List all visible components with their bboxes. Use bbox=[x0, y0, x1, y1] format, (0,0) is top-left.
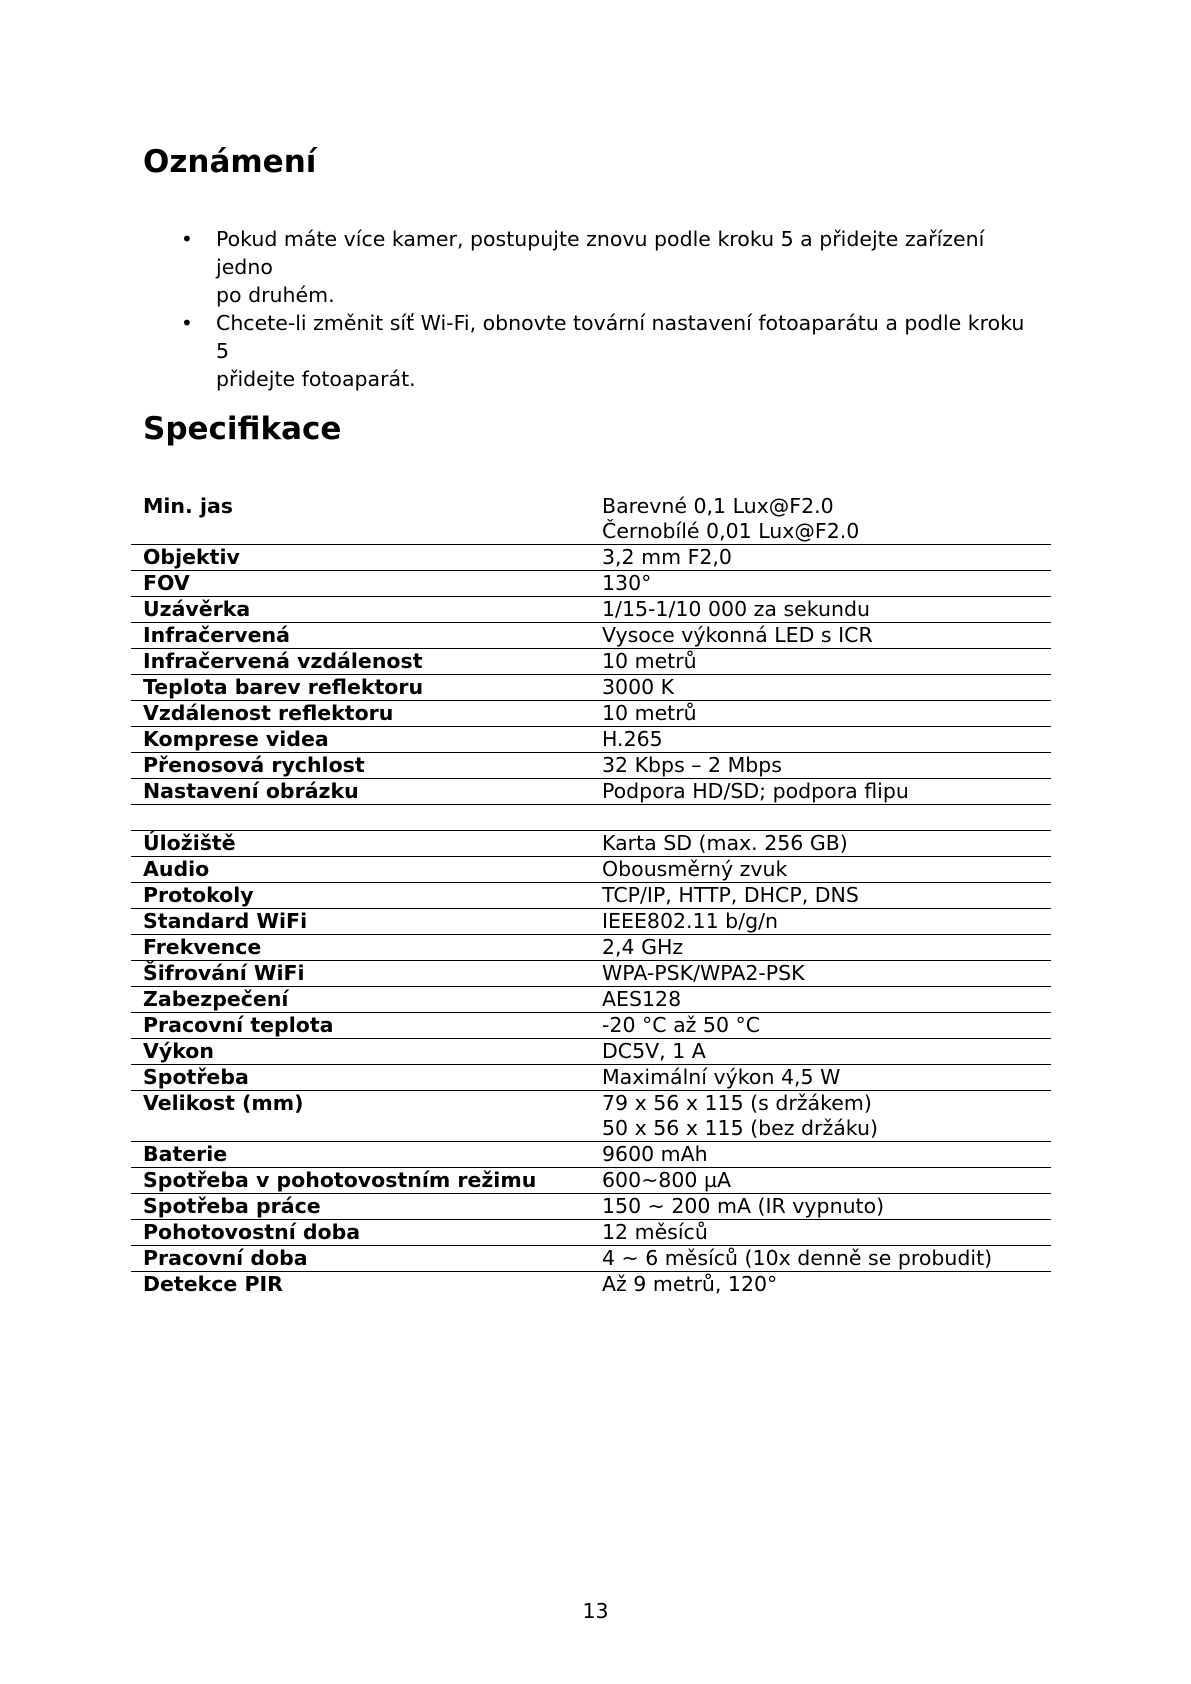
spec-row bbox=[131, 831, 1051, 857]
spec-value bbox=[590, 935, 1051, 961]
spec-value bbox=[590, 909, 1051, 935]
notice-bullet-line: po druhém. bbox=[216, 283, 335, 307]
spec-value bbox=[590, 1091, 1051, 1142]
spec-value bbox=[590, 1013, 1051, 1039]
spec-value bbox=[590, 1039, 1051, 1065]
spec-value bbox=[590, 494, 1051, 545]
spec-row bbox=[131, 649, 1051, 675]
spec-value bbox=[590, 1220, 1051, 1246]
spec-row bbox=[131, 1091, 1051, 1142]
spec-value bbox=[590, 545, 1051, 571]
spec-label: Protokoly bbox=[131, 883, 590, 909]
spec-value-line: 10 metrů bbox=[602, 701, 697, 725]
spec-value-line: 130° bbox=[602, 571, 652, 595]
notice-bullet-item bbox=[143, 309, 1043, 393]
spec-value bbox=[590, 571, 1051, 597]
spec-label: FOV bbox=[131, 571, 590, 597]
spec-label: Nastavení obrázku bbox=[131, 779, 590, 805]
spec-row bbox=[131, 597, 1051, 623]
spec-label: Uzávěrka bbox=[131, 597, 590, 623]
spec-value-line: Vysoce výkonná LED s ICR bbox=[602, 623, 873, 647]
spec-row bbox=[131, 961, 1051, 987]
spec-label: Pracovní teplota bbox=[131, 1013, 590, 1039]
notice-bullet-list bbox=[143, 225, 1043, 393]
spec-row bbox=[131, 753, 1051, 779]
spec-value-line: 12 měsíců bbox=[602, 1220, 708, 1244]
spec-value-line: H.265 bbox=[602, 727, 663, 751]
spec-row bbox=[131, 935, 1051, 961]
notice-heading: Oznámení bbox=[143, 144, 317, 180]
spec-value bbox=[590, 857, 1051, 883]
spec-row bbox=[131, 883, 1051, 909]
spec-value-line: AES128 bbox=[602, 987, 682, 1011]
spec-row bbox=[131, 494, 1051, 545]
spec-value bbox=[590, 805, 1051, 831]
spec-row bbox=[131, 675, 1051, 701]
spec-value-line: Černobílé 0,01 Lux@F2.0 bbox=[602, 519, 860, 543]
spec-value-line: IEEE802.11 b/g/n bbox=[602, 909, 778, 933]
spec-label: Úložiště bbox=[131, 831, 590, 857]
spec-value bbox=[590, 831, 1051, 857]
spec-row bbox=[131, 623, 1051, 649]
spec-value-line: 9600 mAh bbox=[602, 1142, 708, 1166]
spec-value-line: Karta SD (max. 256 GB) bbox=[602, 831, 848, 855]
spec-value bbox=[590, 883, 1051, 909]
spec-value bbox=[590, 649, 1051, 675]
spec-label: Infračervená vzdálenost bbox=[131, 649, 590, 675]
spec-row bbox=[131, 1246, 1051, 1272]
spec-label: Vzdálenost reflektoru bbox=[131, 701, 590, 727]
spec-value bbox=[590, 597, 1051, 623]
spec-value bbox=[590, 675, 1051, 701]
spec-row bbox=[131, 1039, 1051, 1065]
spec-value-line: WPA-PSK/WPA2-PSK bbox=[602, 961, 805, 985]
spec-label: Výkon bbox=[131, 1039, 590, 1065]
spec-value bbox=[590, 1246, 1051, 1272]
spec-row bbox=[131, 1220, 1051, 1246]
spec-value bbox=[590, 987, 1051, 1013]
spec-value bbox=[590, 701, 1051, 727]
spec-row bbox=[131, 779, 1051, 805]
spec-label: Frekvence bbox=[131, 935, 590, 961]
spec-value-line: 1/15-1/10 000 za sekundu bbox=[602, 597, 870, 621]
spec-value-line: TCP/IP, HTTP, DHCP, DNS bbox=[602, 883, 859, 907]
spec-row-blank bbox=[131, 805, 1051, 831]
spec-value-line: 32 Kbps – 2 Mbps bbox=[602, 753, 782, 777]
spec-value-line: 2,4 GHz bbox=[602, 935, 684, 959]
notice-bullet-item bbox=[143, 225, 1043, 309]
spec-row bbox=[131, 1168, 1051, 1194]
spec-table bbox=[131, 494, 1051, 1297]
spec-label: Audio bbox=[131, 857, 590, 883]
spec-label: Spotřeba bbox=[131, 1065, 590, 1091]
spec-label: Min. jas bbox=[131, 494, 590, 545]
spec-value-line: 50 x 56 x 115 (bez držáku) bbox=[602, 1116, 879, 1140]
spec-label: Pohotovostní doba bbox=[131, 1220, 590, 1246]
spec-value-line: 150 ~ 200 mA (IR vypnuto) bbox=[602, 1194, 885, 1218]
spec-value-line: Maximální výkon 4,5 W bbox=[602, 1065, 841, 1089]
notice-bullet-line: Chcete-li změnit síť Wi-Fi, obnovte tovární nastavení fotoaparátu a podle kroku 5 bbox=[216, 311, 1025, 363]
notice-bullet-line: přidejte fotoaparát. bbox=[216, 367, 416, 391]
spec-label: Spotřeba v pohotovostním režimu bbox=[131, 1168, 590, 1194]
notice-bullet-line: Pokud máte více kamer, postupujte znovu podle kroku 5 a přidejte zařízení jedno bbox=[216, 227, 985, 279]
spec-label: Zabezpečení bbox=[131, 987, 590, 1013]
spec-value-line: DC5V, 1 A bbox=[602, 1039, 706, 1063]
spec-value-line: Podpora HD/SD; podpora flipu bbox=[602, 779, 909, 803]
spec-value-line: Až 9 metrů, 120° bbox=[602, 1272, 778, 1296]
page-number: 13 bbox=[582, 1599, 609, 1623]
spec-value bbox=[590, 753, 1051, 779]
spec-value-line: 79 x 56 x 115 (s držákem) bbox=[602, 1091, 872, 1115]
spec-label: Pracovní doba bbox=[131, 1246, 590, 1272]
spec-value bbox=[590, 623, 1051, 649]
spec-value bbox=[590, 779, 1051, 805]
spec-table-body bbox=[131, 494, 1051, 1297]
spec-row bbox=[131, 857, 1051, 883]
spec-label: Objektiv bbox=[131, 545, 590, 571]
spec-label: Spotřeba práce bbox=[131, 1194, 590, 1220]
spec-label: Velikost (mm) bbox=[131, 1091, 590, 1142]
spec-value bbox=[590, 1194, 1051, 1220]
bullet-dot-icon: • bbox=[181, 227, 193, 251]
spec-label: Detekce PIR bbox=[143, 1272, 283, 1296]
spec-row bbox=[131, 571, 1051, 597]
spec-row bbox=[131, 1142, 1051, 1168]
spec-row bbox=[131, 1013, 1051, 1039]
spec-value-line: Barevné 0,1 Lux@F2.0 bbox=[602, 494, 834, 518]
spec-label: Standard WiFi bbox=[131, 909, 590, 935]
spec-label: Infračervená bbox=[131, 623, 590, 649]
spec-value-line: 3,2 mm F2,0 bbox=[602, 545, 732, 569]
spec-label: Přenosová rychlost bbox=[131, 753, 590, 779]
spec-value-line: -20 °C až 50 °C bbox=[602, 1013, 761, 1037]
spec-label: Teplota barev reflektoru bbox=[131, 675, 590, 701]
spec-heading: Specifikace bbox=[143, 411, 342, 447]
spec-value bbox=[590, 727, 1051, 753]
spec-value bbox=[590, 1168, 1051, 1194]
spec-row bbox=[131, 545, 1051, 571]
spec-value-line: 3000 K bbox=[602, 675, 675, 699]
spec-row bbox=[131, 1272, 1051, 1298]
spec-value bbox=[590, 1272, 1051, 1298]
spec-value-line: Obousměrný zvuk bbox=[602, 857, 788, 881]
spec-value bbox=[590, 1065, 1051, 1091]
spec-label bbox=[131, 805, 590, 831]
spec-value bbox=[590, 1142, 1051, 1168]
spec-row bbox=[131, 987, 1051, 1013]
spec-row bbox=[131, 727, 1051, 753]
spec-value-line: 4 ~ 6 měsíců (10x denně se probudit) bbox=[602, 1246, 993, 1270]
spec-label: Baterie bbox=[131, 1142, 590, 1168]
spec-row bbox=[131, 701, 1051, 727]
spec-label: Šifrování WiFi bbox=[131, 961, 590, 987]
spec-row bbox=[131, 1194, 1051, 1220]
spec-value-line: 10 metrů bbox=[602, 649, 697, 673]
bullet-dot-icon: • bbox=[181, 311, 193, 335]
spec-value-line: 600~800 µA bbox=[602, 1168, 732, 1192]
spec-label: Komprese videa bbox=[131, 727, 590, 753]
spec-row bbox=[131, 909, 1051, 935]
spec-row bbox=[131, 1065, 1051, 1091]
spec-value bbox=[590, 961, 1051, 987]
